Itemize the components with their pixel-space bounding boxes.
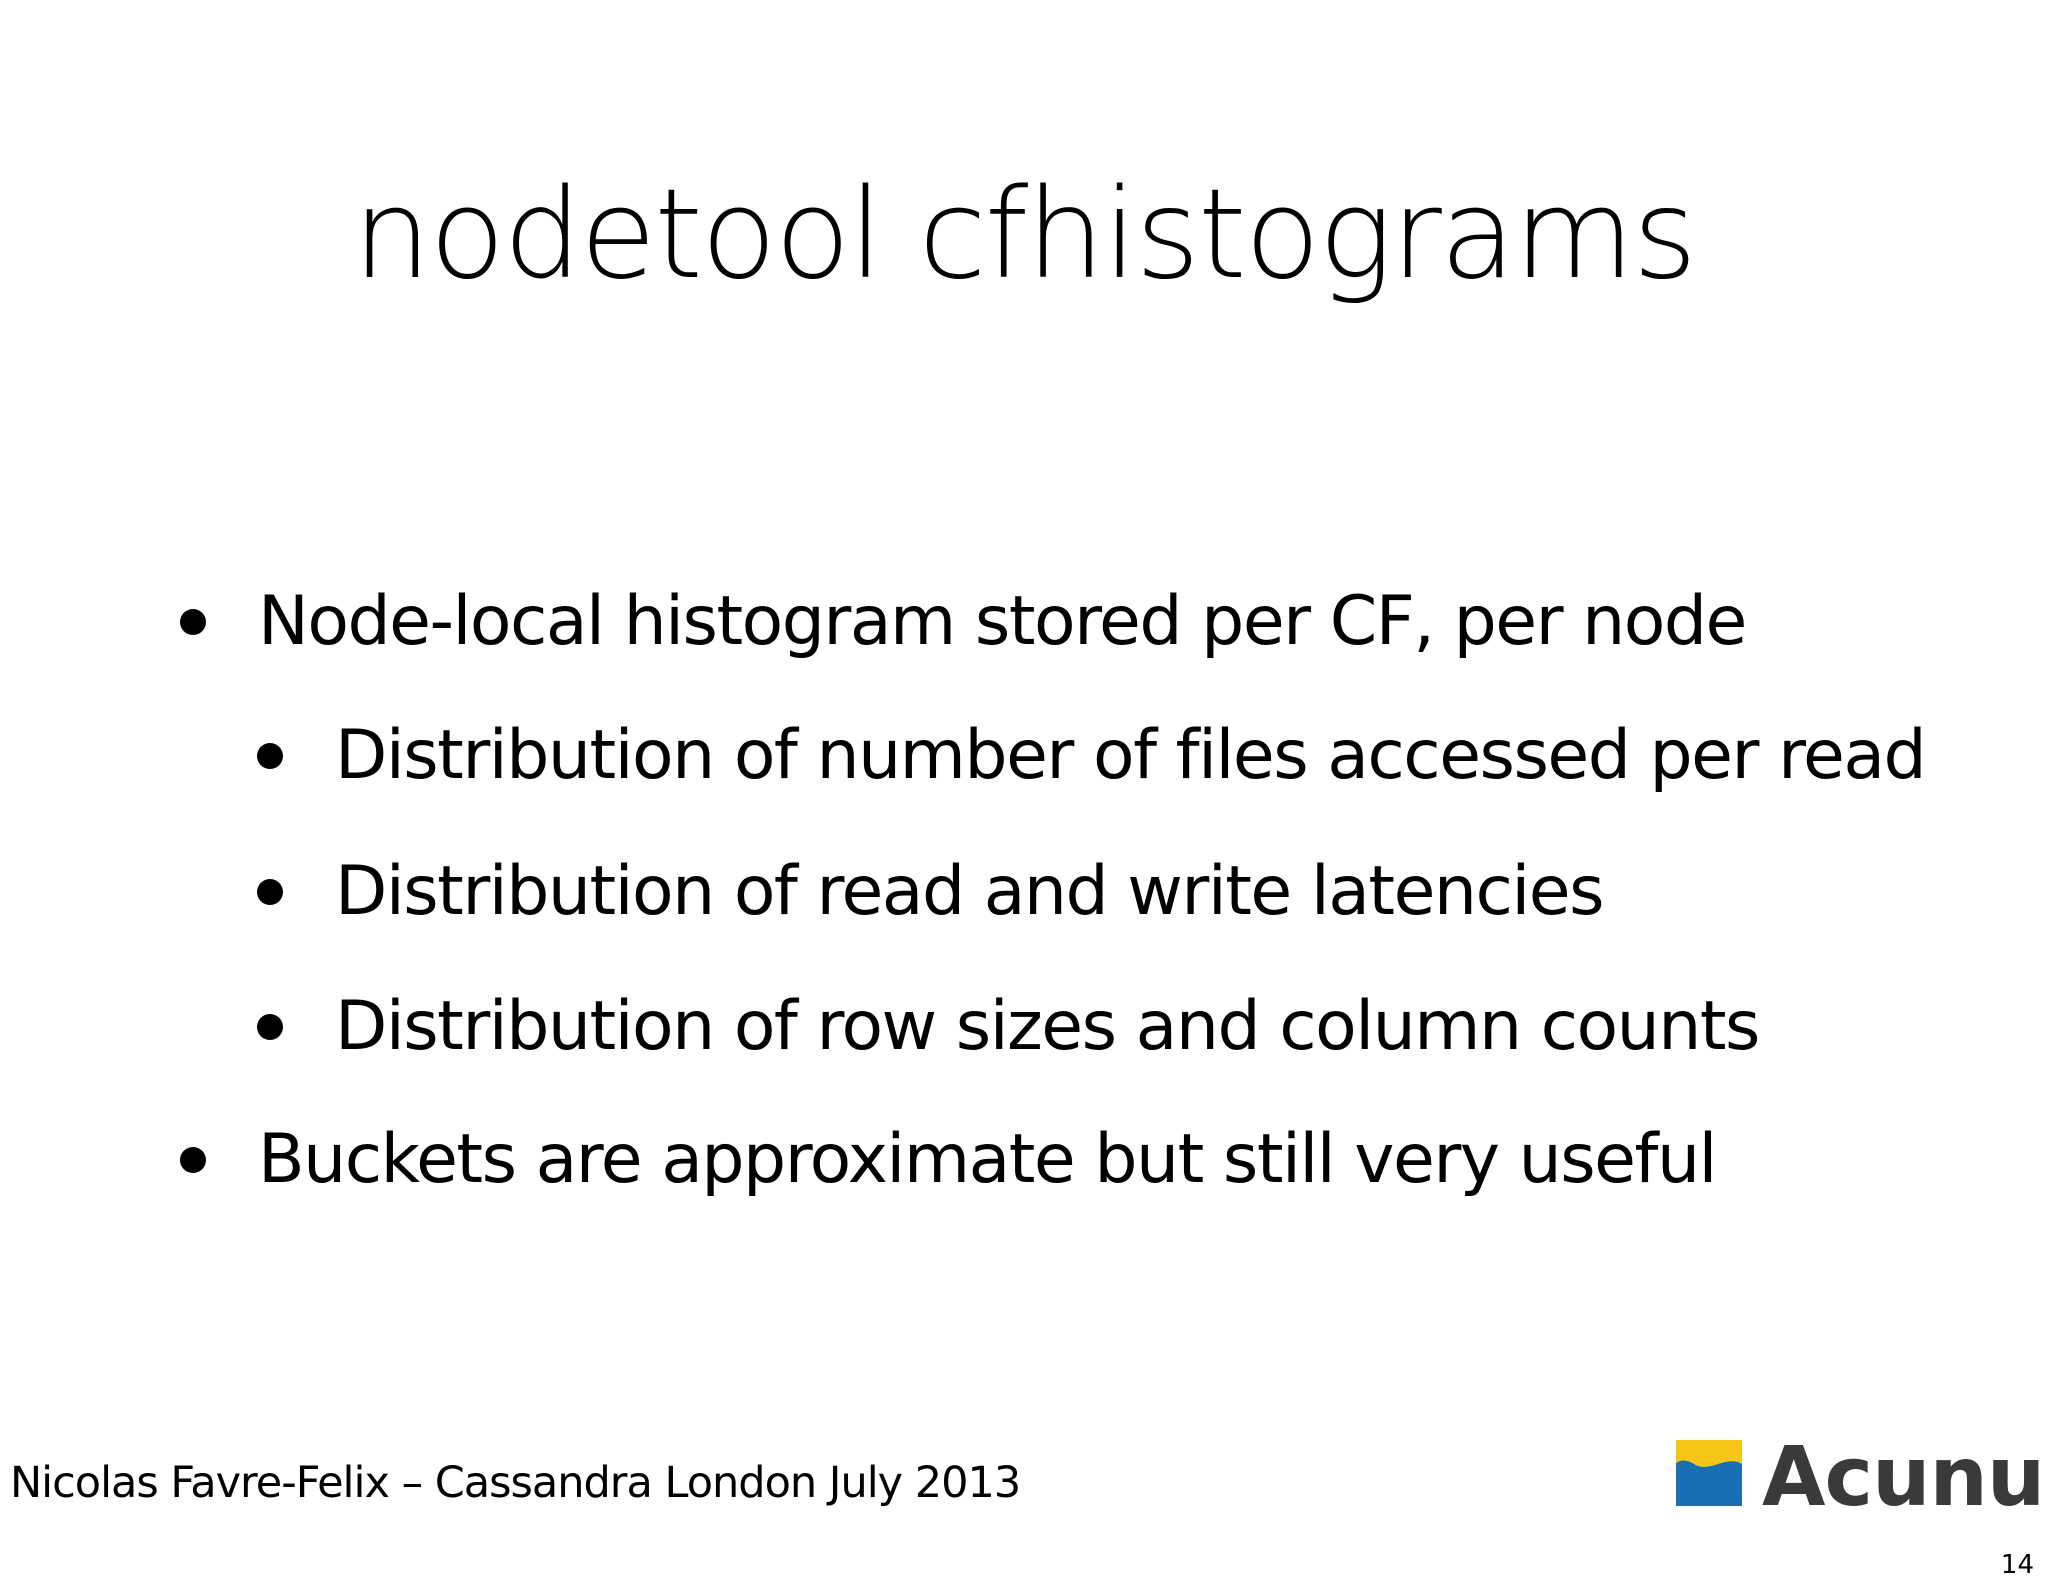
page-number: 14 — [2000, 1550, 2034, 1580]
bullet-dot-icon — [257, 743, 283, 769]
acunu-logo-icon — [1676, 1440, 1742, 1506]
acunu-logo — [1676, 1428, 2048, 1528]
bullet-text: Distribution of row sizes and column counts — [335, 987, 1759, 1066]
bullet-text: Buckets are approximate but still very useful — [258, 1120, 1716, 1199]
bullet-text: Distribution of number of files accessed per read — [335, 716, 1926, 795]
bullet-text: Distribution of read and write latencies — [335, 852, 1604, 931]
logo-wordmark: Acunu — [1762, 1430, 2045, 1525]
bullet-text: Node-local histogram stored per CF, per node — [258, 582, 1746, 661]
bullet-dot-icon — [257, 879, 283, 905]
footer-credit: Nicolas Favre-Felix – Cassandra London July 2013 — [10, 1458, 1021, 1508]
slide-title: nodetool cfhistograms — [352, 163, 1696, 307]
bullet-dot-icon — [257, 1014, 283, 1040]
bullet-dot-icon — [180, 609, 206, 635]
bullet-dot-icon — [180, 1147, 206, 1173]
